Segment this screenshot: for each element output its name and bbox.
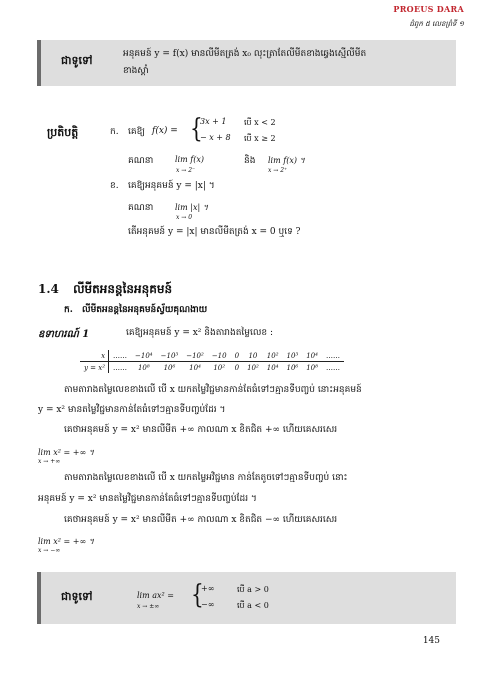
- box-label: ជាទូទៅ: [61, 54, 93, 67]
- box-brace: {: [191, 578, 204, 610]
- table-cell: x: [80, 350, 109, 362]
- limit-plus-inf-sub: x → +∞: [38, 458, 61, 465]
- table-cell: −10²: [182, 350, 208, 362]
- example-intro: គេឱ្យអនុគមន៍ y = x² និងតារាងតម្លៃលេខ :: [126, 328, 274, 338]
- limit-minus-inf: lim x² = +∞ ។: [38, 537, 94, 546]
- exercise-a-marker: ក.: [110, 127, 119, 137]
- section-heading: [38, 281, 172, 299]
- table-cell: 0: [231, 350, 243, 362]
- table-cell: 10⁸: [137, 363, 150, 372]
- case2-cond: បើ x ≥ 2: [244, 134, 276, 143]
- table-cell: 10⁴: [266, 363, 279, 372]
- box-case1-value: +∞: [201, 584, 215, 593]
- chapter-header: ជំពូក ៥ លេខព្រំទី ១: [409, 20, 464, 28]
- limit-abs: lim |x| ។: [175, 203, 208, 212]
- table-cell: ……: [109, 350, 132, 362]
- case2-expr: − x + 8: [200, 133, 231, 142]
- paragraph-2: គេថាអនុគមន៍ y = x² មានលីមីត +∞ កាលណា x ខិតជិត +∞ ហើយគេសរសេរ: [64, 425, 338, 435]
- brand-header: PROEUS DARA: [393, 4, 464, 14]
- table-cell: 10²: [247, 363, 259, 372]
- table-cell: ……: [113, 363, 128, 372]
- compute-label-a: គណនា: [128, 156, 154, 166]
- limit-plus-inf: lim x² = +∞ ។: [38, 448, 94, 457]
- box-line-1: អនុគមន៍ y = f(x) មានលីមីតត្រង់ x₀ លុះត្រាតែលីមីតខាងឆ្វេងស្មើលីមីត: [123, 49, 367, 59]
- box-limit-expr: lim ax² =: [137, 591, 174, 600]
- paragraph-1-line-1: តាមតារាងតម្លៃលេខខាងលើ បើ x យកតម្លៃវិជ្ជមានកាន់តែធំទៅៗគ្មានទីបញ្ចប់ នោះអនុគមន៍: [64, 385, 362, 395]
- exercise-b-question: តើអនុគមន៍ y = |x| មានលីមីតត្រង់ x = 0 ឬទេ ?: [128, 227, 301, 237]
- table-cell: 10⁶: [286, 363, 299, 372]
- page-number: 145: [422, 636, 440, 646]
- table-cell: 10²: [263, 350, 283, 362]
- section-number: 1.4: [38, 282, 59, 296]
- and-word: និង: [244, 156, 256, 166]
- table-cell: 10: [243, 350, 263, 362]
- general-limit-box: [37, 572, 456, 624]
- function-f-label: f(x) =: [152, 126, 178, 136]
- paragraph-3-line-2: អនុគមន៍ y = x² មានតម្លៃវិជ្ជមានកាន់តែធំទៅៗគ្មានទីបញ្ចប់ដែរ ។: [38, 494, 257, 504]
- table-row-y: [80, 362, 344, 374]
- table-cell: 10³: [283, 350, 303, 362]
- general-note-box: [37, 40, 456, 86]
- exercise-label: ប្រតិបត្តិ: [47, 126, 79, 139]
- table-cell: −10⁴: [131, 350, 157, 362]
- case1-cond: បើ x < 2: [244, 118, 276, 127]
- box-case2-cond: បើ a < 0: [237, 601, 269, 610]
- exercise-b-intro: គេឱ្យអនុគមន៍ y = |x| ។: [128, 181, 215, 191]
- table-cell: 10⁶: [163, 363, 176, 372]
- box-limit-sub: x → ±∞: [137, 603, 160, 610]
- example-label: ឧទាហរណ៍ 1: [38, 329, 90, 340]
- compute-label-b: គណនា: [128, 203, 154, 213]
- exercise-b-marker: ខ.: [110, 181, 119, 191]
- limit-right-sub: x → 2⁺: [268, 167, 288, 174]
- subsection-marker: ក.: [64, 305, 73, 315]
- table-cell: −10: [208, 350, 231, 362]
- limit-right: lim f(x) ។: [268, 156, 305, 165]
- paragraph-3-line-1: តាមតារាងតម្លៃលេខខាងលើ បើ x យកតម្លៃអវិជ្ជមាន កាន់តែតូចទៅៗគ្មានទីបញ្ចប់ នោះ: [64, 473, 348, 483]
- limit-minus-inf-sub: x → −∞: [38, 547, 61, 554]
- box-line-2: ខាងស្ដាំ: [123, 66, 149, 76]
- table-row-x: [80, 350, 344, 362]
- limit-left-sub: x → 2⁻: [176, 167, 196, 174]
- table-cell: 10⁴: [302, 350, 322, 362]
- box-case1-cond: បើ a > 0: [237, 585, 269, 594]
- box-case2-value: −∞: [201, 600, 215, 609]
- table-cell: −10³: [157, 350, 183, 362]
- table-cell: ……: [322, 350, 344, 362]
- box-label: ជាទូទៅ: [61, 590, 93, 603]
- table-cell: 0: [234, 363, 240, 372]
- table-cell: ……: [325, 363, 340, 372]
- section-title: លីមីតអនន្ដនៃអនុគមន៍: [73, 282, 173, 296]
- paragraph-4: គេថាអនុគមន៍ y = x² មានលីមីត +∞ កាលណា x ខិតជិត −∞ ហើយគេសរសេរ: [64, 515, 338, 525]
- exercise-a-intro: គេឱ្យ: [128, 127, 145, 137]
- subsection-heading: [64, 304, 207, 317]
- subsection-title: លីមីតអនន្ដនៃអនុគមន៍ស្វ័យគុណងាយ: [82, 305, 208, 315]
- values-table: [80, 350, 344, 373]
- table-cell: 10⁸: [306, 363, 318, 372]
- table-cell: y = x²: [80, 362, 109, 374]
- table-cell: 10⁴: [189, 363, 201, 372]
- table-cell: 10²: [213, 363, 226, 372]
- limit-left: lim f(x): [175, 155, 204, 164]
- case1-expr: 3x + 1: [200, 117, 227, 126]
- piecewise-brace: {: [190, 112, 203, 144]
- limit-abs-sub: x → 0: [176, 214, 193, 221]
- box-text: [123, 46, 448, 80]
- values-table-grid: [80, 350, 344, 373]
- paragraph-1-line-2: y = x² មានតម្លៃវិជ្ជមានកាន់តែធំទៅៗគ្មានទីបញ្ចប់ដែរ ។: [38, 405, 226, 415]
